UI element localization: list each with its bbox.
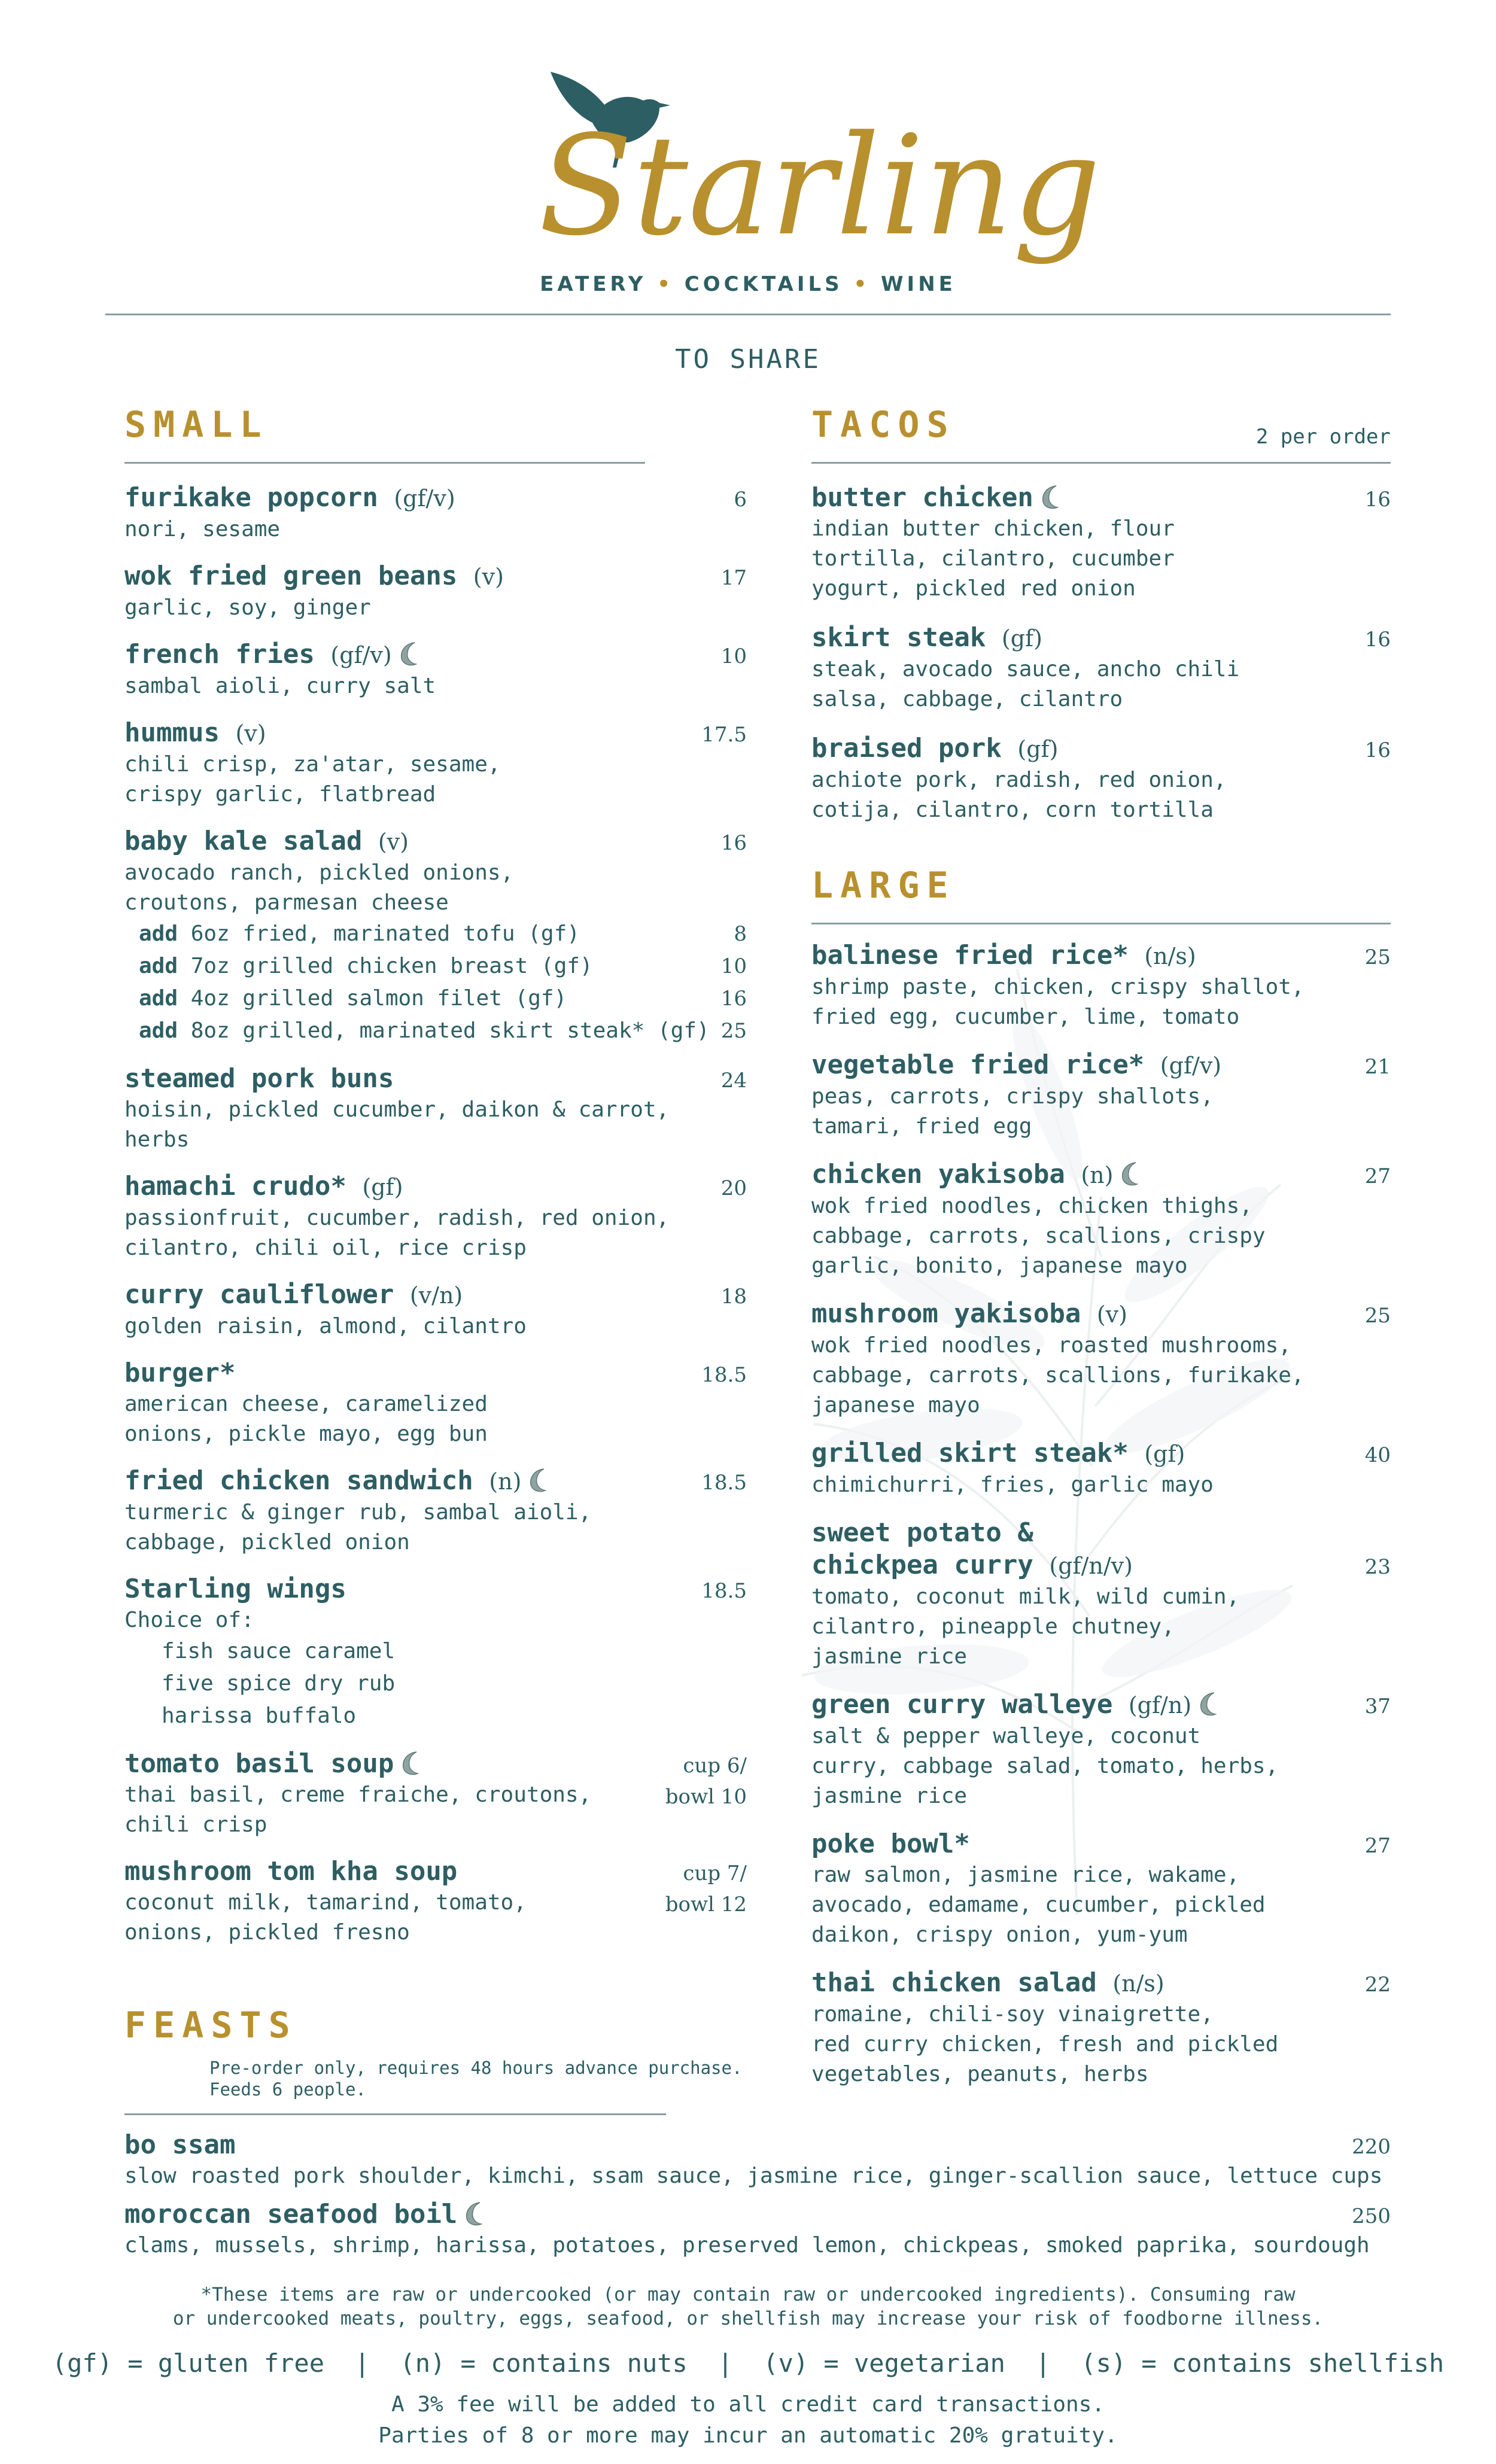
tacos-menu-list [811, 482, 1391, 843]
menu-item [124, 482, 747, 544]
header-divider [105, 314, 1391, 315]
menu-item [811, 939, 1391, 1032]
menu-item-price: 25 [1364, 945, 1391, 969]
menu-item [811, 1049, 1391, 1142]
menu-item-name [124, 717, 747, 750]
menu-item-description: chili crisp, za'atar, sesame, crispy garlic, flatbread [124, 752, 501, 807]
dietary-tag: (gf) [1001, 625, 1042, 652]
menu-item-name [811, 1689, 1391, 1721]
menu-item-description: sambal aioli, curry salt [124, 674, 436, 698]
menu-item-price: 16 [720, 831, 747, 855]
menu-item-price: 27 [1364, 1834, 1391, 1858]
small-heading: SMALL [124, 404, 269, 446]
menu-item [124, 560, 747, 623]
menu-item-price: cup 7/ bowl 12 [665, 1861, 747, 1917]
menu-item [124, 2198, 1391, 2261]
feasts-rule [124, 2113, 666, 2115]
item-name-text: green curry walleye [811, 1689, 1113, 1720]
dietary-tag: (gf/v) [330, 642, 392, 668]
menu-item-name [811, 732, 1391, 765]
menu-item [124, 1279, 747, 1341]
item-name-text: curry cauliflower [124, 1279, 394, 1310]
menu-item-price: 21 [1364, 1055, 1391, 1079]
menu-item-description: coconut milk, tamarind, tomato, onions, pickled fresno [124, 1890, 527, 1945]
menu-item [811, 622, 1391, 714]
menu-item-name [124, 1063, 747, 1095]
crescent-moon-icon [1118, 1160, 1144, 1187]
wing-flavor-option: harissa buffalo [162, 1703, 357, 1728]
menu-item-description: tomato, coconut milk, wild cumin, cilantro, pineapple chutney, jasmine rice [811, 1584, 1240, 1669]
add-label: add [139, 986, 178, 1011]
menu-item [811, 1828, 1391, 1950]
item-name-text: balinese fried rice* [811, 940, 1129, 971]
menu-item-name [124, 1170, 747, 1203]
item-name-text: mushroom tom kha soup [124, 1856, 458, 1887]
menu-item [124, 1573, 747, 1732]
item-name-text: skirt steak [811, 622, 986, 653]
menu-item-description: avocado ranch, pickled onions, croutons, parmesan cheese [124, 860, 514, 915]
menu-item [124, 638, 747, 701]
item-name-text: mushroom yakisoba [811, 1298, 1081, 1329]
menu-item [124, 1357, 747, 1449]
add-on-text: 4oz grilled salmon filet (gf) [190, 986, 567, 1011]
menu-item [124, 1063, 747, 1155]
tagline: EATERY • COCKTAILS • WINE [540, 272, 956, 296]
menu-item [811, 1437, 1391, 1500]
menu-item-description: nori, sesame [124, 517, 281, 542]
menu-item-price: 18 [720, 1285, 747, 1309]
menu-item-name [811, 939, 1391, 972]
menu-item-price: cup 6/ bowl 10 [665, 1754, 747, 1809]
menu-item-name [124, 2129, 1391, 2161]
dietary-tag: (gf/v) [1160, 1052, 1222, 1079]
feasts-note: Pre-order only, requires 48 hours advance purchase. Feeds 6 people. [209, 2058, 743, 2100]
menu-item-description: hoisin, pickled cucumber, daikon & carrot, herbs [124, 1097, 670, 1152]
item-name-text: fried chicken sandwich [124, 1465, 473, 1496]
menu-item-description: passionfruit, cucumber, radish, red onion, cilantro, chili oil, rice crisp [124, 1206, 670, 1260]
dietary-tag: (v) [1096, 1301, 1127, 1328]
menu-item-price: 23 [1364, 1555, 1391, 1579]
menu-item-price: 22 [1364, 1973, 1391, 1997]
add-on-option [124, 950, 747, 982]
menu-item-price: 20 [720, 1176, 747, 1200]
add-on-text: 6oz fried, marinated tofu (gf) [190, 921, 580, 946]
menu-item-price: 17.5 [701, 723, 747, 747]
item-name-text: steamed pork buns [124, 1063, 394, 1094]
menu-item-description: peas, carrots, crispy shallots, tamari, fried egg [811, 1084, 1214, 1139]
menu-item-price: 16 [1364, 488, 1391, 512]
add-on-option [124, 982, 747, 1015]
add-on-price: 8 [734, 922, 747, 946]
crescent-moon-icon [399, 1750, 425, 1776]
dietary-tag: (gf/n/v) [1049, 1553, 1133, 1579]
menu-item [811, 732, 1391, 825]
add-on-text: 7oz grilled chicken breast (gf) [190, 954, 593, 978]
crescent-moon-icon [397, 640, 423, 667]
menu-item-name [811, 1828, 1391, 1860]
item-name-text: thai chicken salad [811, 1967, 1097, 1998]
menu-item-name [124, 560, 747, 593]
wing-flavor-option: five spice dry rub [162, 1671, 396, 1696]
item-name-text: poke bowl* [811, 1829, 970, 1859]
menu-item-description: indian butter chicken, flour tortilla, cilantro, cucumber yogurt, pickled red onion [811, 516, 1175, 601]
item-name-text: grilled skirt steak* [811, 1438, 1129, 1468]
menu-item-name [124, 482, 747, 515]
menu-item-name [811, 1158, 1391, 1191]
feasts-heading: FEASTS [124, 2004, 297, 2046]
add-on-option [124, 918, 747, 950]
menu-item-name [811, 1437, 1391, 1470]
dietary-legend: (gf) = gluten free | (n) = contains nuts | (v) = vegetarian | (s) = contains shellfish [51, 2349, 1445, 2378]
item-name-text: sweet potato & chickpea curry [811, 1517, 1033, 1580]
dietary-tag: (gf) [1017, 736, 1059, 762]
menu-item-description: clams, mussels, shrimp, harissa, potatoes, preserved lemon, chickpeas, smoked paprika, sourdough [124, 2233, 1370, 2258]
add-on-price: 25 [720, 1019, 747, 1043]
tacos-note: 2 per order [1255, 425, 1391, 449]
menu-item-name [811, 1298, 1391, 1331]
svg-text:Starling: Starling [539, 107, 1101, 266]
menu-item [811, 482, 1391, 604]
menu-item-name [811, 482, 1391, 514]
add-on-text: 8oz grilled, marinated skirt steak* (gf) [190, 1018, 710, 1043]
item-name-text: butter chicken [811, 482, 1033, 513]
wing-flavor-option: fish sauce caramel [162, 1639, 396, 1663]
menu-item [124, 1748, 747, 1840]
menu-item-price: 27 [1364, 1164, 1391, 1188]
menu-item-description: golden raisin, almond, cilantro [124, 1314, 527, 1339]
menu-item [811, 1967, 1391, 2089]
small-rule [124, 462, 645, 464]
dietary-tag: (v/n) [409, 1282, 463, 1309]
menu-item [124, 1170, 747, 1263]
menu-item-description: wok fried noodles, chicken thighs, cabbage, carrots, scallions, crispy garlic, bonito, japanese mayo [811, 1194, 1266, 1278]
item-name-text: Starling wings [124, 1574, 346, 1604]
add-label: add [139, 921, 178, 946]
gratuity-note: Parties of 8 or more may incur an automatic 20% gratuity. [378, 2423, 1118, 2448]
menu-item-name [124, 1357, 747, 1389]
menu-item-name [124, 638, 747, 671]
item-name-text: furikake popcorn [124, 482, 378, 513]
menu-item-name [811, 1967, 1391, 2000]
dietary-tag: (gf/n) [1128, 1692, 1192, 1718]
menu-item-price: 18.5 [701, 1579, 747, 1603]
add-label: add [139, 1018, 178, 1043]
item-name-text: tomato basil soup [124, 1748, 394, 1779]
large-heading: LARGE [811, 865, 956, 906]
menu-item-name [811, 1049, 1391, 1082]
menu-item-description: wok fried noodles, roasted mushrooms, cabbage, carrots, scallions, furikake, japanese mayo [811, 1333, 1305, 1417]
menu-item-name [124, 2198, 1391, 2231]
menu-item-description: shrimp paste, chicken, crispy shallot, fried egg, cucumber, lime, tomato [811, 975, 1305, 1029]
menu-item [124, 825, 747, 1047]
item-name-text: hamachi crudo* [124, 1171, 346, 1201]
dietary-tag: (n) [1081, 1162, 1114, 1188]
menu-item [811, 1158, 1391, 1281]
dietary-tag: (n/s) [1144, 943, 1196, 969]
item-name-text: burger* [124, 1358, 236, 1388]
menu-item [124, 1465, 747, 1558]
menu-item-name [811, 1517, 1391, 1582]
menu-item [124, 717, 747, 810]
starling-logo [527, 48, 1101, 266]
large-rule [811, 923, 1391, 924]
menu-item-description: thai basil, creme fraiche, croutons, chili crisp [124, 1782, 592, 1837]
to-share-heading: TO SHARE [675, 344, 821, 375]
crescent-moon-icon [526, 1467, 552, 1493]
menu-item-description: Choice of: [124, 1608, 254, 1632]
item-name-text: wok fried green beans [124, 561, 458, 591]
dietary-tag: (n) [489, 1468, 522, 1495]
menu-item-price: 250 [1352, 2204, 1391, 2228]
menu-item-description: achiote pork, radish, red onion, cotija, cilantro, corn tortilla [811, 768, 1227, 822]
menu-item-description: steak, avocado sauce, ancho chili salsa, cabbage, cilantro [811, 657, 1240, 711]
item-name-text: french fries [124, 639, 315, 670]
menu-item-description: garlic, soy, ginger [124, 595, 371, 620]
menu-item-name [124, 1855, 747, 1888]
menu-item [811, 1517, 1391, 1672]
item-name-text: baby kale salad [124, 826, 363, 856]
menu-item-description: slow roasted pork shoulder, kimchi, ssam sauce, jasmine rice, ginger-scallion sauce, lettuce cups [124, 2164, 1383, 2188]
menu-item-description: chimichurri, fries, garlic mayo [811, 1473, 1214, 1497]
menu-item-price: 37 [1364, 1695, 1391, 1718]
menu-item-price: 25 [1364, 1304, 1391, 1328]
menu-item-price: 40 [1364, 1443, 1391, 1467]
dietary-tag: (gf) [1144, 1441, 1185, 1467]
add-on-price: 16 [720, 987, 747, 1011]
tacos-rule [811, 462, 1391, 464]
crescent-moon-icon [462, 2200, 488, 2226]
menu-item-name [124, 1748, 747, 1780]
menu-item-description: american cheese, caramelized onions, pickle mayo, egg bun [124, 1392, 488, 1446]
menu-item-name [124, 1465, 747, 1498]
dietary-tag: (gf) [362, 1174, 403, 1200]
menu-item-name [811, 622, 1391, 655]
item-name-text: bo ssam [124, 2130, 236, 2160]
tacos-heading: TACOS [811, 404, 956, 446]
dietary-tag: (gf/v) [394, 485, 455, 512]
menu-item-price: 24 [720, 1069, 747, 1093]
menu-item [811, 1298, 1391, 1420]
menu-item-price: 6 [734, 488, 747, 512]
menu-item [124, 1855, 747, 1948]
menu-item-description: raw salmon, jasmine rice, wakame, avocado, edamame, cucumber, pickled daikon, crispy onion, yum-yum [811, 1863, 1266, 1947]
menu-item-name [124, 825, 747, 858]
dietary-tag: (v) [235, 720, 266, 747]
menu-item-price: 16 [1364, 628, 1391, 652]
menu-item-name [124, 1573, 747, 1605]
menu-item-name [124, 1279, 747, 1312]
dietary-tag: (n/s) [1112, 1970, 1164, 1997]
item-name-text: vegetable fried rice* [811, 1050, 1145, 1080]
card-fee-note: A 3% fee will be added to all credit card transactions. [391, 2392, 1105, 2417]
dietary-tag: (v) [473, 564, 504, 590]
menu-item [811, 1689, 1391, 1811]
menu-item-description: salt & pepper walleye, coconut curry, cabbage salad, tomato, herbs, jasmine rice [811, 1724, 1279, 1808]
add-on-price: 10 [720, 954, 747, 978]
menu-item-price: 18.5 [701, 1471, 747, 1495]
item-name-text: chicken yakisoba [811, 1159, 1065, 1190]
item-name-text: braised pork [811, 733, 1002, 763]
menu-item-price: 17 [720, 566, 747, 590]
menu-item-price: 18.5 [701, 1363, 747, 1387]
dietary-tag: (v) [378, 829, 409, 855]
menu-item-description: turmeric & ginger rub, sambal aioli, cabbage, pickled onion [124, 1500, 592, 1555]
crescent-moon-icon [1038, 483, 1065, 510]
item-name-text: moroccan seafood boil [124, 2199, 458, 2229]
add-label: add [139, 954, 178, 978]
add-on-option [124, 1015, 747, 1047]
menu-item [124, 2129, 1391, 2191]
menu-item-price: 10 [720, 644, 747, 668]
menu-item-price: 16 [1364, 738, 1391, 762]
item-name-text: hummus [124, 717, 220, 748]
feasts-menu-list [124, 2129, 1391, 2268]
raw-warning: *These items are raw or undercooked (or may contain raw or undercooked ingredients). Consuming raw or undercooked meats, poultry, eggs, seafood, or shellfish may increase your risk of foodborne illness. [172, 2284, 1324, 2329]
crescent-moon-icon [1196, 1690, 1223, 1717]
small-menu-list [124, 482, 747, 1963]
menu-item-price: 220 [1352, 2135, 1391, 2159]
large-menu-list [811, 939, 1391, 2106]
menu-item-description: romaine, chili-soy vinaigrette, red curry chicken, fresh and pickled vegetables, peanuts, herbs [811, 2002, 1279, 2086]
